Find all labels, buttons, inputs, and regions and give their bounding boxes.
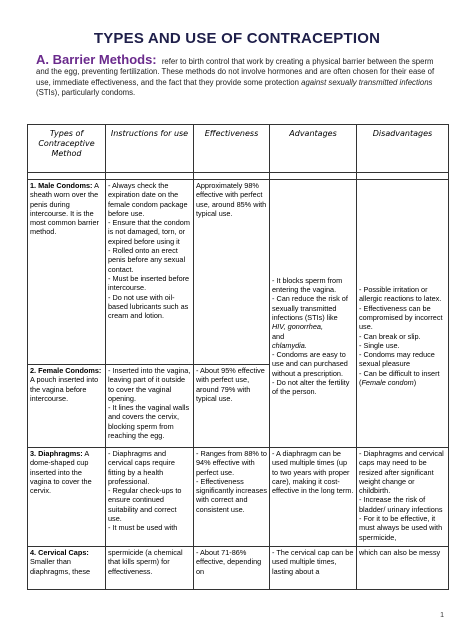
header-instructions: Instructions for use <box>106 125 194 173</box>
instructions-cell <box>106 365 194 448</box>
method-cell <box>28 448 106 547</box>
effectiveness-text: - About 95% effective with perfect use, around 79% with typical use. <box>196 366 265 403</box>
advantages-cell <box>270 180 357 448</box>
advantages-text-2: - Condoms are easy to use and can purchased without a prescription. - Do not alter the fertility of the person. <box>272 350 350 397</box>
method-cell <box>28 547 106 590</box>
advantages-text: - The cervical cap can be used multiple times, lasting about a <box>272 548 354 576</box>
disadvantages-text: which can also be messy <box>359 548 441 557</box>
method-name: 3. Diaphragms: <box>30 449 83 458</box>
instructions-cell <box>106 448 194 547</box>
header-effectiveness: Effectiveness <box>194 125 270 173</box>
contraception-table <box>27 124 449 590</box>
effectiveness-text: Approximately 98% effective with perfect use, around 85% with typical use. <box>196 181 267 218</box>
effectiveness-text: - Ranges from 88% to 94% effective with perfect use. - Effectiveness significantly increases with correct and consistent use. <box>196 449 267 514</box>
instructions-cell <box>106 180 194 365</box>
advantages-italic-text: HIV, gonorrhea, <box>272 322 323 332</box>
effectiveness-cell <box>194 180 270 365</box>
method-name: 1. Male Condoms: <box>30 181 93 190</box>
page-number: 1 <box>440 612 444 619</box>
method-description: A sheath worn over the penis during intercourse. It is the most common barrier method. <box>30 181 99 237</box>
method-cell <box>28 180 106 365</box>
advantages-cell <box>270 448 357 547</box>
header-disadvantages: Disadvantages <box>357 125 449 173</box>
instructions-text: spermicide (a chemical that kills sperm) for effectiveness. <box>108 548 183 576</box>
disadvantages-cell <box>357 448 449 547</box>
method-description: A dome-shaped cup inserted into the vagina to cover the cervix. <box>30 449 92 496</box>
intro-paragraph <box>36 52 440 99</box>
method-name: 2. Female Condoms: <box>30 366 102 375</box>
instructions-cell <box>106 547 194 590</box>
intro-italic-text: against sexually transmitted infections <box>301 77 433 87</box>
section-heading: A. Barrier Methods: <box>36 52 157 67</box>
effectiveness-cell <box>194 365 270 448</box>
intro-text-end: (STIs), particularly condoms. <box>36 88 136 98</box>
advantages-cell <box>270 547 357 590</box>
disadvantages-text: - Diaphragms and cervical caps may need to be resized after significant weight change or childbirth. - Increase the risk of bladder/ urinary infections - For it to be effective, it must always be used with spermicide, <box>359 449 444 542</box>
disadvantages-text: - Possible irritation or allergic reactions to latex. - Effectiveness can be compromised by incorrect use. - Can break or slip. - Single use. - Condoms may reduce sexual pleasure - Can be difficult to insert ( <box>359 285 443 387</box>
method-cell <box>28 365 106 448</box>
intro-text: refer to birth control that work by creating a physical barrier between the sperm and the egg, preventing fertilization. These methods do not involve hormones and are often chosen for their ease of use, immediate effectiveness, and the fact that they provide some protection <box>36 57 435 87</box>
disadvantages-text-end: ) <box>413 377 417 387</box>
disadvantages-italic-text: Female condom <box>361 377 414 387</box>
advantages-and-text: and <box>272 331 285 341</box>
instructions-text: - Always check the expiration date on the female condom package before use. - Ensure that the condom is not damaged, torn, or expired before using it - Rolled onto an erect penis before any sexual contact. - Must be inserted before intercourse. - Do not use with oil-based lubricants such as cream and lotion. <box>108 181 190 321</box>
effectiveness-cell <box>194 547 270 590</box>
effectiveness-cell <box>194 448 270 547</box>
method-description: A pouch inserted into the vagina before intercourse. <box>30 375 99 403</box>
advantages-text: - It blocks sperm from entering the vagina. - Can reduce the risk of sexually transmitted infections (STIs) like <box>272 275 348 322</box>
instructions-text: - Diaphragms and cervical caps require fitting by a health professional. - Regular check-ups to ensure continued suitability and correct use. - It must be used with <box>108 449 182 533</box>
disadvantages-cell <box>357 547 449 590</box>
instructions-text: - Inserted into the vagina, leaving part of it outside to cover the vaginal opening. - It lines the vaginal walls and covers the cervix, blocking sperm from reaching the egg. <box>108 366 191 441</box>
disadvantages-cell <box>357 180 449 448</box>
advantages-text: - A diaphragm can be used multiple times (up to two years with proper care), making it cost-effective in the long term. <box>272 449 354 496</box>
effectiveness-text: - About 71-86% effective, depending on <box>196 548 262 576</box>
header-advantages: Advantages <box>270 125 357 173</box>
page-title: TYPES AND USE OF CONTRACEPTION <box>93 30 381 47</box>
table-row <box>28 180 449 365</box>
header-type: Types of Contraceptive Method <box>28 125 106 173</box>
method-description: Smaller than diaphragms, these <box>30 557 91 576</box>
table-row <box>28 547 449 590</box>
table-spacer-row <box>28 173 449 180</box>
advantages-italic-text-2: chlamydia. <box>272 340 307 350</box>
table-row <box>28 448 449 547</box>
table-header-row <box>28 125 449 173</box>
method-name: 4. Cervical Caps: <box>30 548 89 557</box>
